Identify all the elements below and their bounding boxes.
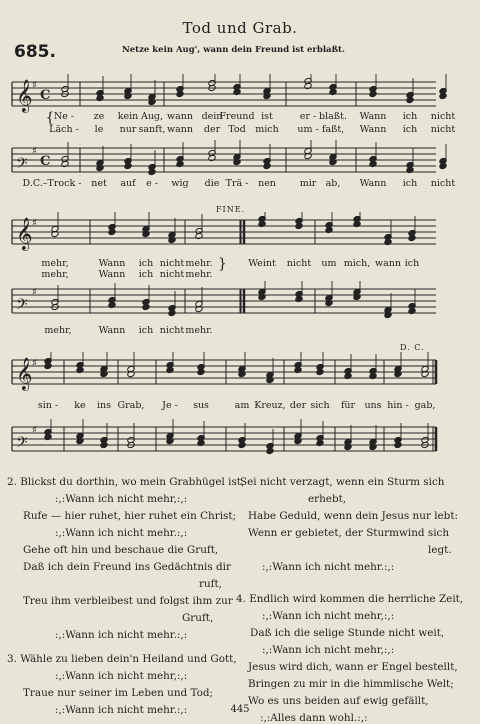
- lyric-syllable: sanft,: [138, 124, 166, 135]
- lyric-syllable: ich: [402, 124, 418, 135]
- lyric-syllable: dein: [201, 111, 223, 122]
- lyric-syllable: le: [94, 124, 104, 135]
- lyric-syllable: mich: [255, 124, 279, 135]
- lyric-syllable: mehr,: [41, 269, 69, 280]
- lyric-syllable: nicht: [430, 111, 456, 122]
- key-sharp-icon: ♯: [32, 80, 37, 91]
- lyric-syllable: sus: [193, 400, 209, 411]
- verse-line: :,:Wann ich nicht mehr,:,:: [262, 644, 395, 656]
- verse-line: erhebt,: [308, 493, 347, 505]
- verse-line: 4. Endlich wird kommen die herrliche Zeit,: [236, 593, 464, 605]
- verse-line: Jesus wird dich, wann er Engel bestellt,: [248, 661, 458, 673]
- lyric-syllable: ich: [402, 111, 418, 122]
- lyric-syllable: mehr.: [185, 258, 213, 269]
- verse-line: :,:Wann ich nicht mehr.:,:: [55, 527, 188, 539]
- verse-line: Habe Geduld, wenn dein Jesus nur lebt:: [248, 510, 459, 522]
- lyric-syllable: sin -: [37, 400, 59, 411]
- verse-line: legt.: [428, 544, 452, 556]
- verse-line: Bringen zu mir in die himmlische Welt;: [248, 678, 454, 690]
- verse-line: ruft,: [199, 578, 222, 590]
- lyric-syllable: für: [340, 400, 356, 411]
- key-sharp-icon: ♯: [32, 425, 37, 436]
- lyric-syllable: mehr,: [41, 258, 69, 269]
- verse-line: 2. Blickst du dorthin, wo mein Grabhügel ist,: [7, 476, 245, 488]
- verse-line: Wenn er gebietet, der Sturmwind sich: [248, 527, 450, 539]
- lyric-syllable: Tod: [228, 124, 246, 135]
- music-staff-system-3-treble: [0, 352, 480, 396]
- lyric-syllable: mich,: [343, 258, 371, 269]
- lyric-syllable: nicht: [430, 178, 456, 189]
- treble-clef-icon: 𝄞: [16, 79, 33, 112]
- lyric-syllable: mehr.: [185, 325, 213, 336]
- lyric-brace: }: [218, 256, 227, 272]
- lyric-syllable: wann: [166, 124, 194, 135]
- lyric-syllable: auf: [120, 178, 136, 189]
- lyric-syllable: gab,: [414, 400, 436, 411]
- verse-line: :,:Wann ich nicht mehr,:,:: [262, 610, 395, 622]
- lyric-syllable: blaßt.: [319, 111, 347, 122]
- lyric-syllable: net: [91, 178, 107, 189]
- lyric-syllable: nicht: [286, 258, 312, 269]
- lyric-syllable: kein: [117, 111, 139, 122]
- dc-mark: D. C.: [400, 343, 425, 352]
- lyric-syllable: mir: [299, 178, 317, 189]
- lyric-syllable: nur: [119, 124, 137, 135]
- lyric-syllable: er -: [299, 111, 317, 122]
- verse-line: :,:Wann ich nicht mehr.:,:: [55, 629, 188, 641]
- hymn-number: 685.: [14, 42, 56, 62]
- lyric-syllable: nen: [258, 178, 276, 189]
- music-staff-system-3-bass: [0, 419, 480, 463]
- lyric-syllable: nicht: [430, 124, 456, 135]
- lyric-syllable: nicht: [159, 269, 185, 280]
- lyric-syllable: Aug,: [140, 111, 164, 122]
- page-number: 445: [230, 704, 250, 715]
- lyric-syllable: um: [321, 258, 337, 269]
- music-staff-system-2-treble: [0, 212, 480, 256]
- verse-line: Treu ihm verbleibest und folgst ihm zur: [23, 595, 233, 607]
- verse-line: :,:Wann ich nicht mehr,:,:: [55, 493, 188, 505]
- lyric-syllable: Wann: [359, 111, 387, 122]
- verse-line: :,:Alles dann wohl.:,:: [260, 712, 368, 724]
- lyric-syllable: Grab,: [117, 400, 145, 411]
- fine-mark: FINE.: [216, 205, 246, 214]
- lyric-syllable: {: [45, 110, 55, 126]
- lyric-syllable: die: [204, 178, 220, 189]
- treble-clef-icon: 𝄞: [16, 217, 33, 250]
- lyric-syllable: mehr.: [185, 269, 213, 280]
- lyric-syllable: faßt,: [321, 124, 345, 135]
- verse-line: Gruft,: [182, 612, 214, 624]
- lyric-syllable: mehr,: [44, 325, 72, 336]
- lyric-syllable: uns: [364, 400, 382, 411]
- music-staff-system-2-bass: [0, 281, 480, 325]
- lyric-syllable: Kreuz,: [254, 400, 286, 411]
- verse-line: Daß ich dein Freund ins Gedächtnis dir: [23, 561, 231, 573]
- lyric-syllable: ich: [404, 258, 420, 269]
- lyric-syllable: Je -: [162, 400, 178, 411]
- common-time-icon: C: [40, 154, 51, 169]
- tune-name: Netze kein Aug', wann dein Freund ist erblaßt.: [122, 45, 345, 55]
- lyric-syllable: Freund: [219, 111, 255, 122]
- lyric-syllable: wig: [171, 178, 189, 189]
- lyric-syllable: ich: [138, 269, 154, 280]
- verse-line: Rufe — hier ruhet, hier ruhet ein Christ;: [23, 510, 237, 522]
- lyric-syllable: Ne -: [53, 111, 75, 122]
- key-sharp-icon: ♯: [32, 358, 37, 369]
- verse-line: :,:Wann ich nicht mehr.:,:: [262, 561, 395, 573]
- lyric-syllable: ze: [93, 111, 105, 122]
- lyric-syllable: ich: [138, 258, 154, 269]
- bass-clef-icon: 𝄢: [16, 155, 28, 176]
- lyric-syllable: Wann: [359, 178, 387, 189]
- lyric-syllable: Wann: [98, 269, 126, 280]
- lyric-syllable: Wann: [98, 258, 126, 269]
- lyric-syllable: um -: [297, 124, 319, 135]
- key-sharp-icon: ♯: [32, 287, 37, 298]
- verse-line: Sei nicht verzagt, wenn ein Sturm sich: [240, 476, 445, 488]
- lyric-syllable: der: [203, 124, 221, 135]
- lyric-syllable: nicht: [159, 325, 185, 336]
- lyric-syllable: der: [289, 400, 307, 411]
- lyric-syllable: nicht: [159, 258, 185, 269]
- bass-clef-icon: 𝄢: [16, 434, 28, 455]
- bass-clef-icon: 𝄢: [16, 296, 28, 317]
- verse-line: :,:Wann ich nicht mehr,:,:: [55, 670, 188, 682]
- verse-line: Wo es uns beiden auf ewig gefällt,: [248, 695, 429, 707]
- lyric-syllable: Läch -: [49, 124, 79, 135]
- lyric-syllable: ke: [74, 400, 86, 411]
- lyric-syllable: ist: [261, 111, 273, 122]
- lyric-syllable: ich: [402, 178, 418, 189]
- lyric-syllable: Weint: [248, 258, 276, 269]
- verse-line: Gehe oft hin und beschaue die Gruft,: [23, 544, 219, 556]
- verse-line: :,:Wann ich nicht mehr.:,:: [55, 704, 188, 716]
- lyric-syllable: am: [234, 400, 250, 411]
- common-time-icon: C: [40, 88, 51, 103]
- lyric-syllable: sich: [310, 400, 330, 411]
- verse-line: Daß ich die selige Stunde nicht weit,: [250, 627, 445, 639]
- lyric-syllable: wann: [166, 111, 194, 122]
- lyric-syllable: D.C.–Trock -: [22, 178, 82, 189]
- verse-line: 3. Wähle zu lieben dein'n Heiland und Gott,: [7, 653, 237, 665]
- key-sharp-icon: ♯: [32, 218, 37, 229]
- lyric-syllable: Wann: [359, 124, 387, 135]
- lyric-syllable: Wann: [98, 325, 126, 336]
- verse-line: Traue nur seiner im Leben und Tod;: [23, 687, 213, 699]
- lyric-syllable: ab,: [325, 178, 341, 189]
- lyric-syllable: ins: [96, 400, 112, 411]
- lyric-syllable: e -: [146, 178, 158, 189]
- treble-clef-icon: 𝄞: [16, 357, 33, 390]
- lyric-syllable: ich: [138, 325, 154, 336]
- lyric-syllable: Trä -: [225, 178, 249, 189]
- key-sharp-icon: ♯: [32, 146, 37, 157]
- page-title: Tod und Grab.: [182, 19, 298, 37]
- lyric-syllable: wann: [374, 258, 402, 269]
- lyric-syllable: hin -: [387, 400, 409, 411]
